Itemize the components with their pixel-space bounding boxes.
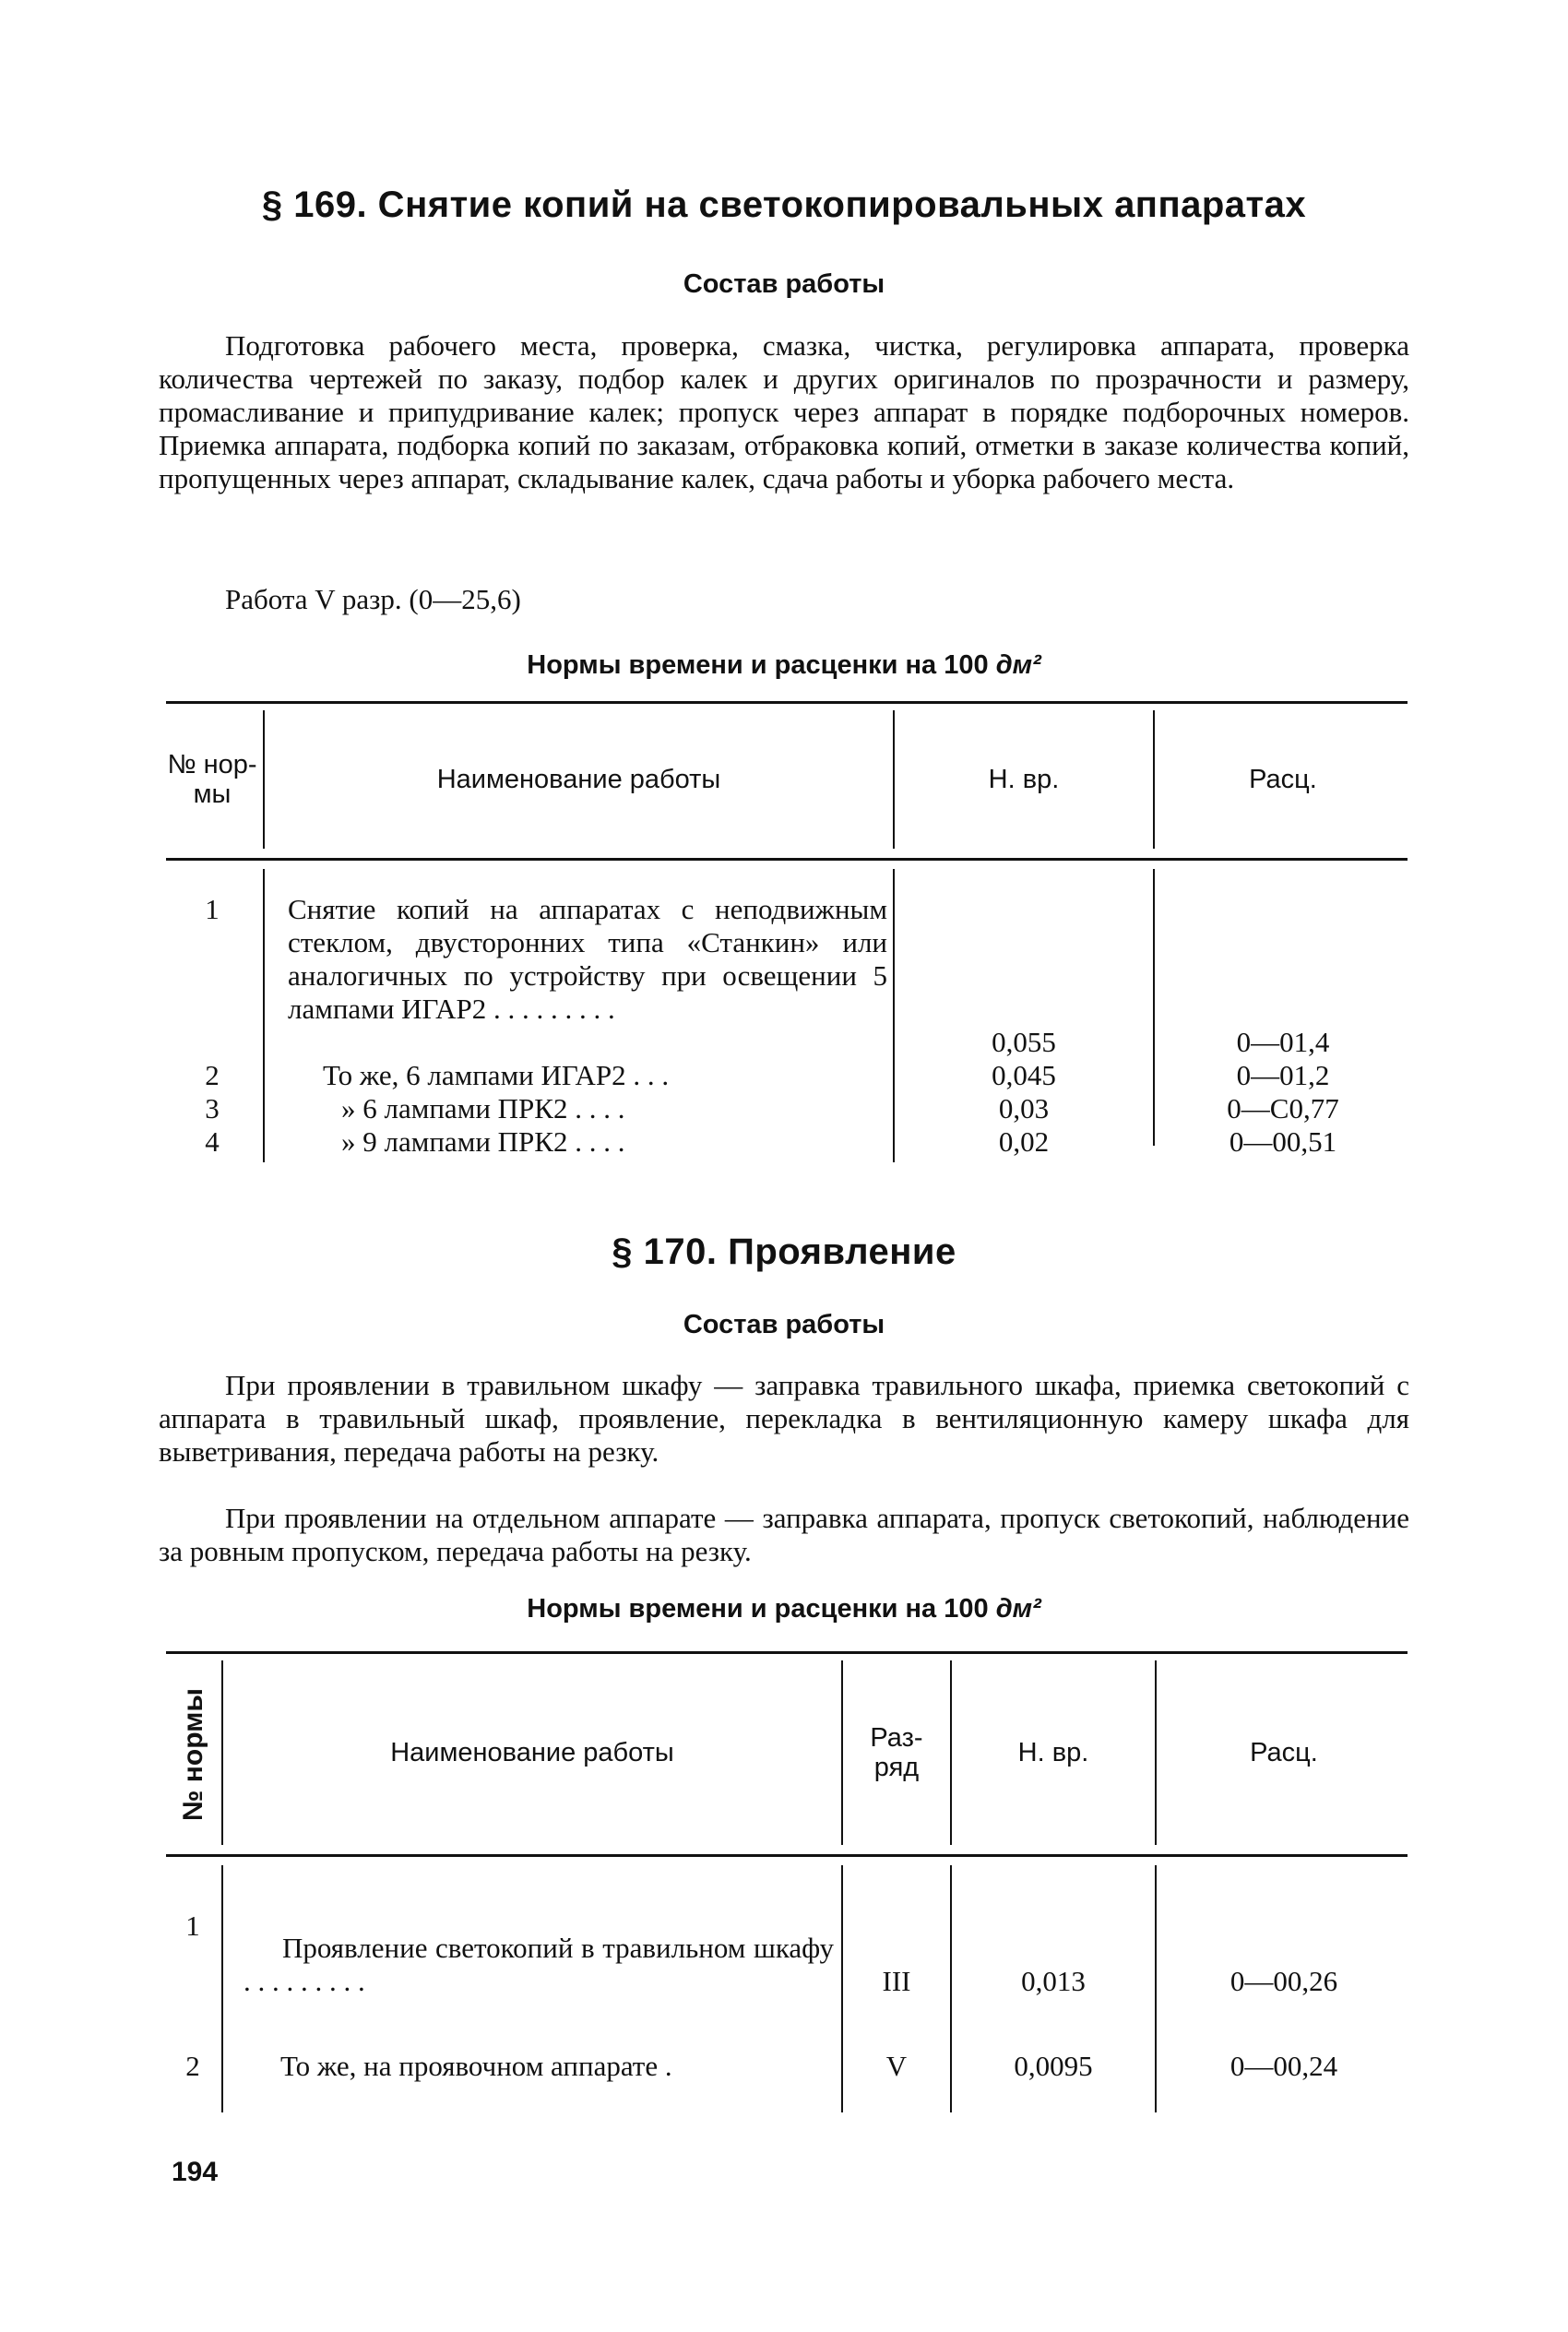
- column-divider: [263, 869, 265, 1162]
- header-work-name: Наименование работы: [390, 1738, 674, 1767]
- column-divider: [950, 1865, 952, 2112]
- header-time-norm: Н. вр.: [1017, 1738, 1089, 1767]
- column-divider: [893, 869, 895, 1162]
- section-169-table-title: [0, 650, 1568, 681]
- header-norm-number: № нор- мы: [167, 750, 257, 809]
- table-title-unit: дм²: [995, 650, 1041, 680]
- row-4-time: 0,02: [998, 1125, 1050, 1158]
- section-169-work-grade: Работа V разр. (0—25,6): [225, 583, 521, 615]
- column-divider: [1153, 710, 1155, 849]
- section-170-title: § 170. Проявление: [612, 1231, 956, 1272]
- column-divider: [950, 1660, 952, 1845]
- header-rate: Расц.: [1249, 765, 1317, 794]
- row-3-name: » 6 лампами ПРК2 . . . .: [341, 1092, 625, 1124]
- section-170-composition-heading: Состав работы: [683, 1310, 885, 1339]
- header-grade: Раз- ряд: [870, 1723, 923, 1782]
- row-1-name: Снятие копий на аппаратах с неподвижным стеклом, двусторонних типа «Станкин» или аналогичных по устройству при освещении 5 лампами ИГАР2 . . . . . . . . .: [288, 893, 887, 1025]
- row-2-number: 2: [205, 1059, 220, 1091]
- row-2-name: То же, 6 лампами ИГАР2 . . .: [323, 1059, 670, 1091]
- table-title-text: Нормы времени и расценки на 100: [527, 650, 989, 680]
- row-4-number: 4: [205, 1125, 220, 1158]
- row-3-rate: 0—С0,77: [1227, 1092, 1339, 1124]
- row-2-rate: 0—00,24: [1229, 2050, 1338, 2082]
- table-title-text: Нормы времени и расценки на 100: [527, 1594, 989, 1624]
- column-divider: [841, 1660, 843, 1845]
- column-divider: [263, 710, 265, 849]
- table-header-rule: [166, 1854, 1408, 1857]
- row-1-grade: III: [882, 1965, 911, 1997]
- row-1-number: 1: [205, 893, 220, 925]
- row-2-rate: 0—01,2: [1236, 1059, 1330, 1091]
- row-4-name: » 9 лампами ПРК2 . . . .: [341, 1125, 625, 1158]
- table-top-rule: [166, 1651, 1408, 1654]
- row-1-time: 0,013: [1021, 1965, 1086, 1997]
- header-norm-number: № нормы: [178, 1688, 208, 1821]
- column-divider: [221, 1660, 223, 1845]
- header-time-norm: Н. вр.: [988, 765, 1060, 794]
- table-header-rule: [166, 858, 1408, 861]
- column-divider: [893, 710, 895, 849]
- row-2-time: 0,045: [992, 1059, 1056, 1091]
- section-170-paragraph-2: При проявлении на отдельном аппарате — заправка аппарата, пропуск светокопий, наблюдение за ровным пропуском, передача работы на резку.: [159, 1502, 1409, 1567]
- column-divider: [1155, 1865, 1157, 2112]
- row-1-rate: 0—01,4: [1236, 1026, 1330, 1058]
- column-divider: [1155, 1660, 1157, 1845]
- section-170-paragraph-1: При проявлении в травильном шкафу — заправка травильного шкафа, приемка светокопий с аппарата в травильный шкаф, проявление, перекладка в вентиляционную камеру шкафа для выветривания, передача работы на резку.: [159, 1369, 1409, 1468]
- column-divider: [221, 1865, 223, 2112]
- row-2-grade: V: [885, 2050, 908, 2082]
- table-top-rule: [166, 701, 1408, 704]
- column-divider: [841, 1865, 843, 2112]
- section-170-table-title: [0, 1594, 1568, 1624]
- row-4-rate: 0—00,51: [1229, 1125, 1337, 1158]
- row-2-number: 2: [185, 2050, 200, 2082]
- section-169-composition-heading: Состав работы: [683, 269, 885, 299]
- row-2-name: То же, на проявочном аппарате .: [280, 2050, 672, 2082]
- row-1-name: Проявление светокопий в травильном шкафу . . . . . . . . .: [244, 1932, 834, 1997]
- page-number: 194: [172, 2157, 219, 2187]
- row-3-number: 3: [205, 1092, 220, 1124]
- row-1-rate: 0—00,26: [1229, 1965, 1338, 1997]
- column-divider: [1153, 869, 1155, 1146]
- section-169-composition-text: Подготовка рабочего места, проверка, смазка, чистка, регулировка аппарата, проверка количества чертежей по заказу, подбор калек и других оригиналов по прозрачности и размеру, промасливание и припудривание калек; пропуск через аппарат в порядке подборочных номеров. Приемка аппарата, подборка копий по заказам, отбраковка копий, отметки в заказе количества копий, пропущенных через аппарат, складывание калек, сдача работы и уборка рабочего места.: [159, 329, 1409, 494]
- header-work-name: Наименование работы: [436, 765, 721, 794]
- row-3-time: 0,03: [998, 1092, 1050, 1124]
- section-169-title: § 169. Снятие копий на светокопировальных аппаратах: [261, 184, 1307, 225]
- row-2-time: 0,0095: [1014, 2050, 1093, 2082]
- row-1-number: 1: [185, 1910, 200, 1942]
- header-rate: Расц.: [1250, 1738, 1318, 1767]
- row-1-time: 0,055: [992, 1026, 1056, 1058]
- table-title-unit: дм²: [995, 1594, 1041, 1624]
